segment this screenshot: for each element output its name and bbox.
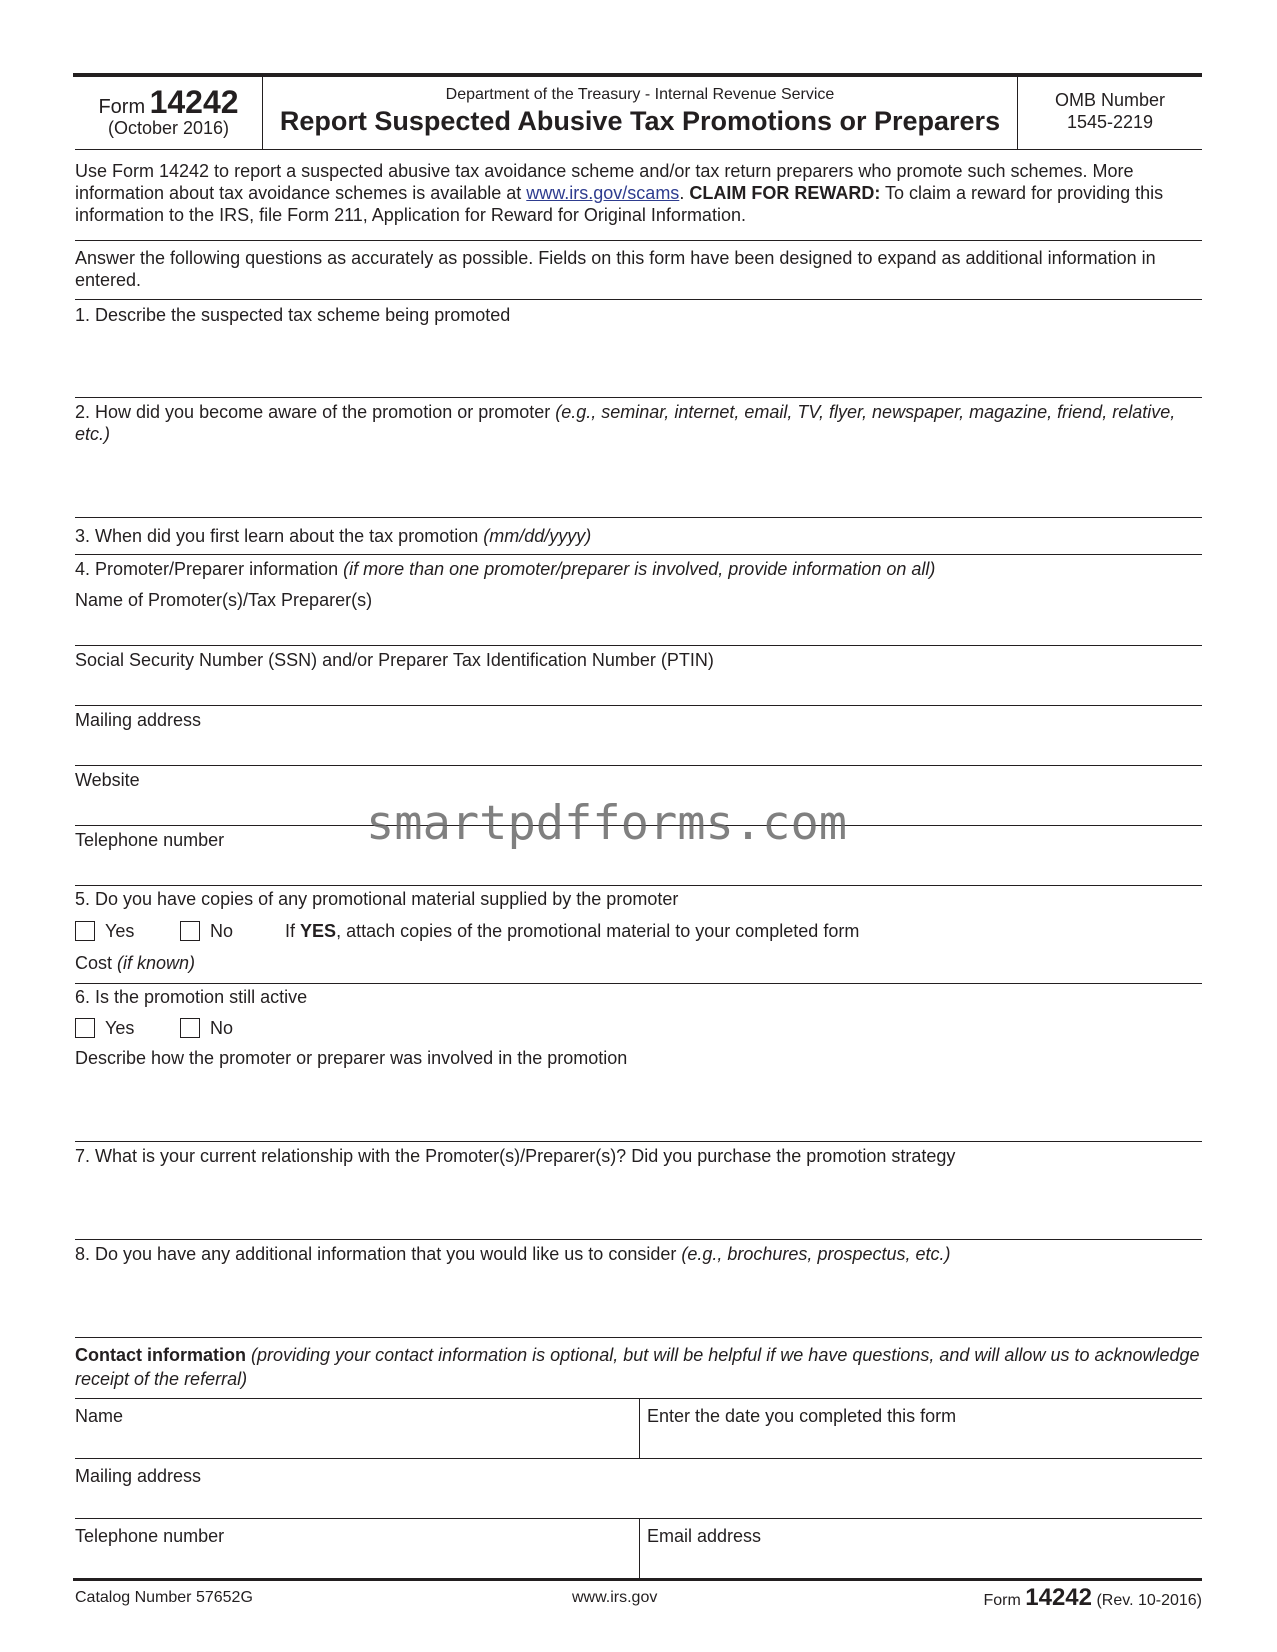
form-date: (October 2016) (107, 118, 230, 138)
q4-hint: (if more than one promoter/preparer is involved, provide information on all) (343, 559, 936, 579)
footer-form-number: 14242 (1025, 1584, 1093, 1611)
q6-yes-label: Yes (105, 1018, 135, 1038)
divider (75, 554, 1202, 555)
form-number: 14242 (149, 84, 239, 120)
contact-column-divider (639, 1518, 640, 1578)
completion-date-label: Enter the date you completed this form (647, 1406, 957, 1426)
catalog-number: Catalog Number 57652G (75, 1589, 253, 1606)
divider (75, 645, 1202, 646)
contact-name-field[interactable] (75, 1428, 635, 1456)
divider (75, 240, 1202, 241)
completion-date-field[interactable] (647, 1428, 1202, 1456)
q5-yes-bold: YES (300, 921, 337, 941)
q5-if: If (285, 921, 296, 941)
divider (75, 983, 1202, 984)
footer-website: www.irs.gov (572, 1589, 658, 1606)
q6-no-checkbox[interactable] (180, 1018, 200, 1038)
q2-text: 2. How did you become aware of the promotion or promoter (75, 402, 551, 422)
header-bottom-rule (75, 149, 1202, 150)
promoter-name-field[interactable] (75, 612, 1202, 644)
contact-email-label: Email address (647, 1526, 762, 1546)
scams-link[interactable]: www.irs.gov/scams (526, 183, 680, 203)
omb-label: OMB Number (1054, 90, 1166, 110)
contact-heading (75, 1343, 1202, 1391)
footer-form-id (983, 1584, 1202, 1612)
contact-address-label: Mailing address (75, 1466, 202, 1486)
promoter-address-label: Mailing address (75, 710, 202, 730)
ssn-ptin-label: Social Security Number (SSN) and/or Preparer Tax Identification Number (PTIN) (75, 650, 714, 670)
q3-text: 3. When did you first learn about the tax promotion (75, 526, 479, 546)
q4-label (75, 558, 935, 580)
contact-phone-label: Telephone number (75, 1526, 225, 1546)
watermark: smartpdfforms.com (366, 796, 848, 851)
q5-label: 5. Do you have copies of any promotional material supplied by the promoter (75, 889, 679, 909)
q2-label (75, 401, 1202, 445)
q2-field[interactable] (75, 448, 1202, 516)
q1-label: 1. Describe the suspected tax scheme being promoted (75, 305, 511, 325)
divider (75, 1337, 1202, 1338)
cost-label (75, 952, 195, 974)
ssn-ptin-field[interactable] (75, 672, 1202, 704)
claim-label: CLAIM FOR REWARD: (689, 183, 881, 203)
intro-period: . (679, 183, 685, 203)
q6-label: 6. Is the promotion still active (75, 987, 308, 1007)
omb-number: 1545-2219 (1066, 112, 1154, 132)
q6-yes-checkbox[interactable] (75, 1018, 95, 1038)
q7-label: 7. What is your current relationship with the Promoter(s)/Preparer(s)? Did you purchase the promotion strategy (75, 1146, 956, 1166)
promoter-phone-label: Telephone number (75, 830, 225, 850)
contact-email-field[interactable] (647, 1548, 1202, 1576)
divider (75, 1458, 1202, 1459)
q6-describe-field[interactable] (75, 1071, 1202, 1139)
footer-form-word: Form (983, 1592, 1021, 1609)
divider (75, 885, 1202, 886)
page-title: Report Suspected Abusive Tax Promotions or Preparers (279, 106, 1001, 136)
claim-text: To claim a reward for providing this information to the IRS, file Form 211, Application for Reward for Original Information. (75, 183, 1164, 225)
intro-paragraph (75, 160, 1202, 226)
q4-text: 4. Promoter/Preparer information (75, 559, 339, 579)
divider (75, 517, 1202, 518)
cost-field[interactable] (230, 950, 1202, 976)
q8-field[interactable] (75, 1267, 1202, 1335)
divider (75, 765, 1202, 766)
contact-title: Contact information (75, 1345, 246, 1365)
q6-no-label: No (210, 1018, 234, 1038)
q3-hint: (mm/dd/yyyy) (483, 526, 592, 546)
divider (75, 705, 1202, 706)
q5-yes-label: Yes (105, 921, 135, 941)
footer-rev: (Rev. 10-2016) (1096, 1592, 1202, 1609)
contact-address-field[interactable] (75, 1488, 1202, 1516)
contact-column-divider (639, 1398, 640, 1458)
q5-instruction (285, 920, 859, 942)
q6-describe-label: Describe how the promoter or preparer was involved in the promotion (75, 1048, 628, 1068)
q5-no-label: No (210, 921, 234, 941)
q5-no-checkbox[interactable] (180, 921, 200, 941)
q8-hint: (e.g., brochures, prospectus, etc.) (681, 1244, 951, 1264)
cost-hint: (if known) (117, 953, 196, 973)
form-id (75, 84, 262, 121)
website-label: Website (75, 770, 140, 790)
q8-text: 8. Do you have any additional information that you would like us to consider (75, 1244, 677, 1264)
q5-yes-checkbox[interactable] (75, 921, 95, 941)
agency-name: Department of the Treasury - Internal Revenue Service (445, 86, 835, 103)
contact-name-label: Name (75, 1406, 124, 1426)
form-word: Form (98, 96, 146, 118)
contact-phone-field[interactable] (75, 1548, 635, 1576)
divider (75, 1239, 1202, 1240)
footer-rule (73, 1578, 1202, 1581)
promoter-phone-field[interactable] (75, 852, 1202, 884)
q2-hint: (e.g., seminar, internet, email, TV, flyer, newspaper, magazine, friend, relative, etc.) (75, 402, 1176, 444)
contact-hint: (providing your contact information is optional, but will be helpful if we have questions, and will allow us to acknowledge receipt of the referral) (75, 1345, 1200, 1389)
header-top-rule (73, 73, 1202, 77)
q7-field[interactable] (75, 1169, 1202, 1237)
q3-label (75, 525, 591, 547)
q8-label (75, 1243, 951, 1265)
divider (75, 397, 1202, 398)
divider (75, 1141, 1202, 1142)
instructions: Answer the following questions as accurately as possible. Fields on this form have been designed to expand as additional information in entered. (75, 248, 1156, 290)
intro-text: Use Form 14242 to report a suspected abusive tax avoidance scheme and/or tax return preparers who promote such schemes. More information about tax avoidance schemes is available at (75, 161, 1134, 203)
cost-text: Cost (75, 953, 113, 973)
divider (75, 299, 1202, 300)
promoter-name-label: Name of Promoter(s)/Tax Preparer(s) (75, 590, 373, 610)
promoter-address-field[interactable] (75, 732, 1202, 764)
q5-instruction-text: , attach copies of the promotional material to your completed form (336, 921, 860, 941)
q1-field[interactable] (75, 328, 1202, 396)
